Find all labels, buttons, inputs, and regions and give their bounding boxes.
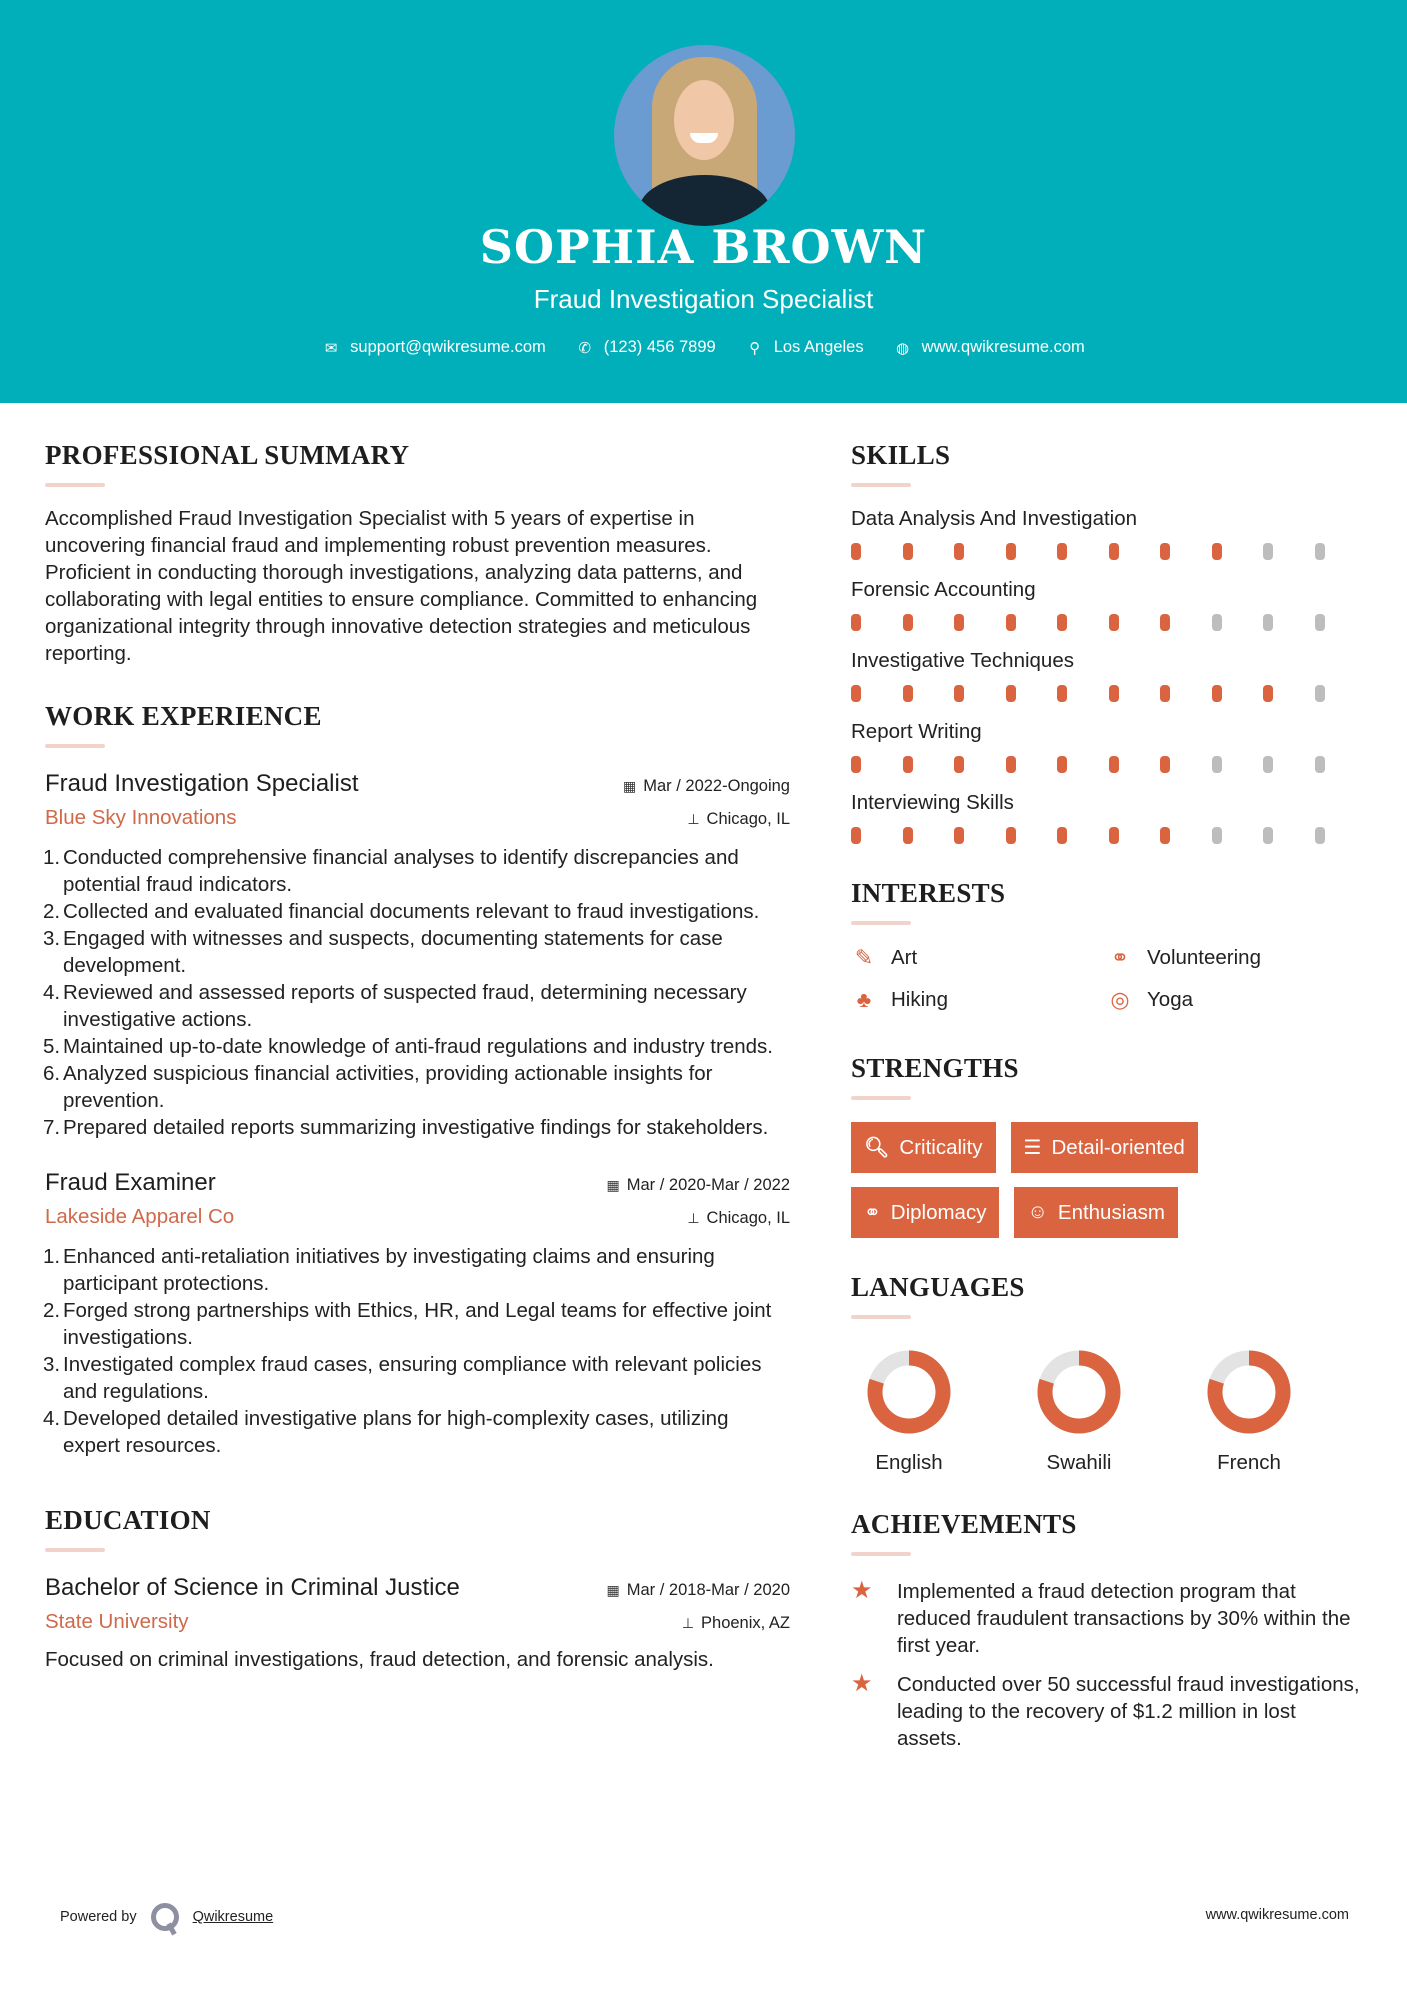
- list-item: 4. Developed detailed investigative plans for high-complexity cases, utilizing expert resources.: [43, 1407, 729, 1457]
- strength-chip: ⚭ Diplomacy: [851, 1187, 999, 1238]
- list-item: 3. Investigated complex fraud cases, ensuring compliance with relevant policies and regulations.: [43, 1353, 762, 1403]
- rating-dot: [1212, 756, 1222, 773]
- skills-list: [851, 507, 1366, 844]
- strengths-list: [851, 1122, 1321, 1238]
- life-ring-icon: ◎: [1110, 987, 1130, 1012]
- rating-dot: [851, 543, 861, 560]
- qwikresume-link[interactable]: Qwikresume: [192, 1909, 274, 1925]
- interests-grid: [851, 945, 1366, 1013]
- rating-dot: [1160, 827, 1170, 844]
- education-section: [45, 1505, 790, 1673]
- section-heading: STRENGTHS: [851, 1053, 1019, 1083]
- section-divider: [851, 1096, 911, 1100]
- candidate-title: Fraud Investigation Specialist: [533, 284, 874, 314]
- rating-dot: [1109, 614, 1119, 631]
- education-description: Focused on criminal investigations, fraud detection, and forensic analysis.: [45, 1648, 714, 1671]
- achievements-list: [851, 1578, 1366, 1752]
- section-divider: [45, 483, 105, 487]
- rating-dot: [903, 827, 913, 844]
- rating-dot: [851, 827, 861, 844]
- job-location: Chicago, IL: [706, 810, 790, 828]
- rating-dot: [1160, 756, 1170, 773]
- skill-item: [851, 720, 1366, 773]
- calendar-icon: ▦: [606, 1582, 620, 1598]
- list-item: 3. Engaged with witnesses and suspects, documenting statements for case development.: [43, 927, 723, 977]
- rating-dot: [954, 685, 964, 702]
- skill-rating: [851, 685, 1366, 702]
- smile-icon: ☺: [1027, 1201, 1048, 1223]
- section-divider: [851, 1315, 911, 1319]
- tree-icon: ♣: [856, 987, 872, 1012]
- skill-item: [851, 791, 1366, 844]
- section-heading: PROFESSIONAL SUMMARY: [45, 440, 410, 470]
- rating-dot: [903, 614, 913, 631]
- rating-dot: [903, 685, 913, 702]
- rating-dot: [1006, 685, 1016, 702]
- job-location: Chicago, IL: [706, 1209, 790, 1227]
- rating-dot: [954, 827, 964, 844]
- list-item: 6. Analyzed suspicious financial activities, providing actionable insights for prevention.: [43, 1062, 713, 1112]
- skill-rating: [851, 543, 1366, 560]
- rating-dot: [851, 756, 861, 773]
- summary-section: [45, 440, 790, 667]
- skill-rating: [851, 614, 1366, 631]
- rating-dot: [1315, 827, 1325, 844]
- rating-dot: [1160, 614, 1170, 631]
- rating-dot: [1109, 685, 1119, 702]
- contact-email[interactable]: support@qwikresume.com: [350, 338, 546, 356]
- calendar-icon: ▦: [606, 1177, 620, 1193]
- rating-dot: [1057, 827, 1067, 844]
- language-name: French: [1217, 1451, 1281, 1474]
- list-item: 1. Conducted comprehensive financial analyses to identify discrepancies and potential fraud indicators.: [43, 846, 739, 896]
- languages-list: [851, 1349, 1366, 1475]
- skill-item: [851, 578, 1366, 631]
- strength-chip: ☰ Detail-oriented: [1011, 1122, 1198, 1173]
- skill-rating: [851, 756, 1366, 773]
- footer-powered-by: [60, 1903, 273, 1931]
- strength-chip: ☺ Enthusiasm: [1014, 1187, 1178, 1238]
- rating-dot: [1006, 756, 1016, 773]
- rating-dot: [954, 756, 964, 773]
- phone-icon: ✆: [578, 339, 592, 357]
- contact-row: [0, 338, 1407, 357]
- job-role: Fraud Examiner: [45, 1169, 216, 1196]
- footer-website[interactable]: www.qwikresume.com: [1205, 1907, 1349, 1923]
- rating-dot: [1006, 543, 1016, 560]
- handshake-icon: ⚭: [1110, 945, 1130, 970]
- rating-dot: [954, 543, 964, 560]
- profile-photo: [614, 45, 795, 226]
- skill-name: Report Writing: [851, 720, 982, 743]
- left-column: [45, 440, 790, 1673]
- list-item: 2. Collected and evaluated financial documents relevant to fraud investigations.: [43, 900, 760, 923]
- interest-item: ⚭ Volunteering: [1107, 945, 1363, 971]
- language-name: English: [875, 1451, 943, 1474]
- rating-dot: [1212, 827, 1222, 844]
- rating-dot: [1212, 543, 1222, 560]
- interest-item: ♣ Hiking: [851, 987, 1107, 1013]
- skills-section: [851, 440, 1366, 844]
- section-heading: SKILLS: [851, 440, 951, 470]
- list-item: 5. Maintained up-to-date knowledge of anti-fraud regulations and industry trends.: [43, 1035, 773, 1058]
- section-heading: INTERESTS: [851, 878, 1006, 908]
- section-heading: LANGUAGES: [851, 1272, 1025, 1302]
- pushpin-icon: ⊥: [681, 1615, 695, 1631]
- skill-item: [851, 649, 1366, 702]
- section-divider: [851, 483, 911, 487]
- language-donut-chart: [1206, 1349, 1292, 1435]
- contact-phone[interactable]: (123) 456 7899: [603, 338, 716, 356]
- list-item: 1. Enhanced anti-retaliation initiatives by investigating claims and ensuring participant protections.: [43, 1245, 715, 1295]
- skill-item: [851, 507, 1366, 560]
- education-location: Phoenix, AZ: [701, 1614, 790, 1632]
- rating-dot: [1263, 827, 1273, 844]
- section-heading: EDUCATION: [45, 1505, 211, 1535]
- rating-dot: [903, 543, 913, 560]
- rating-dot: [1057, 756, 1067, 773]
- skill-name: Investigative Techniques: [851, 649, 1074, 672]
- map-pin-icon: ⚲: [749, 339, 761, 357]
- qwikresume-logo-icon: [151, 1903, 179, 1931]
- rating-dot: [1109, 756, 1119, 773]
- search-icon: 🔍︎: [864, 1137, 890, 1159]
- rating-dot: [903, 756, 913, 773]
- rating-dot: [1263, 543, 1273, 560]
- rating-dot: [1109, 543, 1119, 560]
- job-entry: [45, 1169, 790, 1459]
- language-item: [867, 1349, 951, 1475]
- list-item: 4. Reviewed and assessed reports of suspected fraud, determining necessary investigative actions.: [43, 981, 747, 1031]
- rating-dot: [1006, 614, 1016, 631]
- handshake-icon: ⚭: [864, 1202, 881, 1224]
- rating-dot: [1160, 685, 1170, 702]
- degree: Bachelor of Science in Criminal Justice: [45, 1574, 460, 1601]
- rating-dot: [1263, 614, 1273, 631]
- rating-dot: [1160, 543, 1170, 560]
- right-column: [851, 440, 1366, 1764]
- education-date: Mar / 2018-Mar / 2020: [626, 1581, 790, 1599]
- achievements-section: [851, 1509, 1366, 1752]
- education-entry: [45, 1574, 790, 1673]
- paintbrush-icon: ✎: [854, 945, 874, 970]
- summary-text: Accomplished Fraud Investigation Specialist with 5 years of expertise in uncovering financial fraud and implementing robust prevention measures. Proficient in conducting thorough investigations, analyzing data patterns, and collaborating with legal entities to ensure compliance. Committed to enhancing organizational integrity through innovative detection strategies and meticulous reporting.: [45, 507, 758, 665]
- languages-section: [851, 1272, 1366, 1475]
- skill-name: Data Analysis And Investigation: [851, 507, 1138, 530]
- experience-section: [45, 701, 790, 1459]
- list-icon: ☰: [1023, 1137, 1042, 1159]
- job-role: Fraud Investigation Specialist: [45, 770, 359, 797]
- rating-dot: [1212, 614, 1222, 631]
- job-bullets: [45, 1243, 790, 1459]
- interest-item: ◎ Yoga: [1107, 987, 1363, 1013]
- globe-icon: ◍: [896, 339, 910, 357]
- rating-dot: [1006, 827, 1016, 844]
- achievement-item: ★ Implemented a fraud detection program that reduced fraudulent transactions by 30% within the first year.: [851, 1577, 1351, 1657]
- pushpin-icon: ⊥: [687, 1210, 700, 1226]
- language-item: [1207, 1349, 1291, 1475]
- contact-website[interactable]: www.qwikresume.com: [921, 338, 1085, 356]
- contact-location: Los Angeles: [773, 338, 864, 356]
- pushpin-icon: ⊥: [687, 811, 700, 827]
- language-donut-chart: [1036, 1349, 1122, 1435]
- rating-dot: [1315, 543, 1325, 560]
- rating-dot: [1263, 756, 1273, 773]
- section-heading: WORK EXPERIENCE: [45, 701, 322, 731]
- section-heading: ACHIEVEMENTS: [851, 1509, 1077, 1539]
- achievement-item: ★ Conducted over 50 successful fraud investigations, leading to the recovery of $1.2 million in lost assets.: [851, 1670, 1360, 1750]
- rating-dot: [1057, 543, 1067, 560]
- rating-dot: [1212, 685, 1222, 702]
- school: State University: [45, 1610, 189, 1633]
- interest-item: ✎ Art: [851, 945, 1107, 971]
- skill-rating: [851, 827, 1366, 844]
- section-divider: [851, 921, 911, 925]
- rating-dot: [1057, 614, 1067, 631]
- skill-name: Forensic Accounting: [851, 578, 1036, 601]
- rating-dot: [851, 614, 861, 631]
- strength-chip: 🔍︎ Criticality: [851, 1122, 996, 1173]
- interests-section: [851, 878, 1366, 1013]
- section-divider: [45, 744, 105, 748]
- candidate-name: SOPHIA BROWN: [479, 220, 928, 274]
- section-divider: [851, 1552, 911, 1556]
- job-company: Lakeside Apparel Co: [45, 1205, 235, 1228]
- rating-dot: [954, 614, 964, 631]
- rating-dot: [1057, 685, 1067, 702]
- star-icon: ★: [851, 1577, 873, 1604]
- resume-header: [0, 0, 1407, 403]
- calendar-icon: ▦: [623, 778, 637, 794]
- job-entry: [45, 770, 790, 1141]
- strengths-section: [851, 1053, 1366, 1238]
- rating-dot: [1315, 756, 1325, 773]
- language-donut-chart: [866, 1349, 952, 1435]
- language-name: Swahili: [1046, 1451, 1112, 1474]
- rating-dot: [1315, 614, 1325, 631]
- skill-name: Interviewing Skills: [851, 791, 1014, 814]
- rating-dot: [1109, 827, 1119, 844]
- rating-dot: [1315, 685, 1325, 702]
- job-date: Mar / 2020-Mar / 2022: [626, 1176, 790, 1194]
- rating-dot: [1263, 685, 1273, 702]
- language-item: [1037, 1349, 1121, 1475]
- section-divider: [45, 1548, 105, 1552]
- powered-by-label: Powered by: [60, 1909, 137, 1925]
- rating-dot: [851, 685, 861, 702]
- list-item: 2. Forged strong partnerships with Ethics, HR, and Legal teams for effective joint investigations.: [43, 1299, 772, 1349]
- job-date: Mar / 2022-Ongoing: [643, 777, 790, 795]
- list-item: 7. Prepared detailed reports summarizing investigative findings for stakeholders.: [43, 1116, 769, 1139]
- star-icon: ★: [851, 1670, 873, 1697]
- envelope-icon: ✉: [324, 339, 338, 357]
- job-company: Blue Sky Innovations: [45, 806, 237, 829]
- job-bullets: [45, 844, 790, 1141]
